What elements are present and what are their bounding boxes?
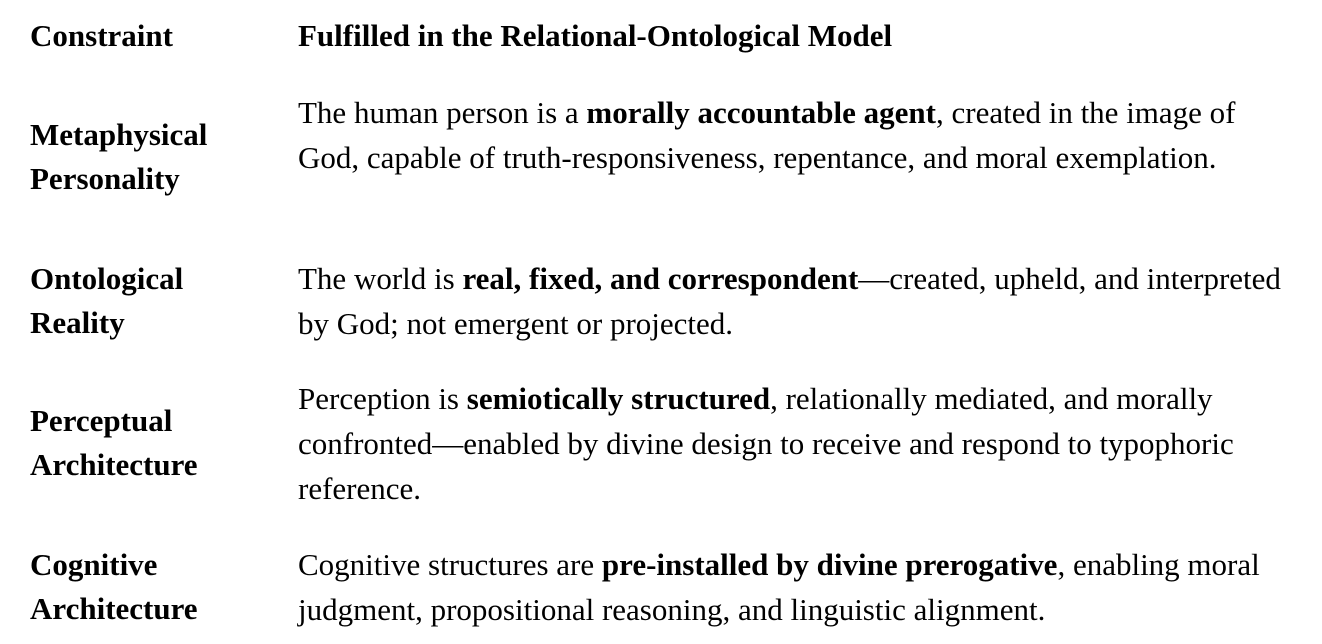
- constraint-label: [30, 256, 298, 345]
- constraint-label-line: Architecture: [30, 591, 198, 626]
- table-row: [30, 90, 1300, 201]
- constraint-label: [30, 542, 298, 631]
- bold-phrase: morally accountable agent: [586, 95, 936, 130]
- table-header-row: [30, 14, 1300, 58]
- table-row: [30, 256, 1300, 346]
- text-segment: , created in the image of God, capable of truth-responsiveness, repentance, and moral exemplation.: [298, 95, 1236, 175]
- table-row: [30, 376, 1300, 511]
- fulfillment-text: [298, 90, 1300, 180]
- constraint-label-line: Architecture: [30, 447, 198, 482]
- text-segment: The human person is a: [298, 95, 587, 130]
- constraint-label-line: Metaphysical: [30, 117, 208, 152]
- constraint-label-line: Ontological: [30, 261, 184, 296]
- header-fulfilled: Fulfilled in the Relational-Ontological Model: [298, 18, 893, 53]
- constraint-label-line: Personality: [30, 161, 180, 196]
- constraint-label-line: Perceptual: [30, 403, 173, 438]
- fulfillment-text: [298, 376, 1300, 511]
- fulfillment-text: [298, 542, 1300, 632]
- text-segment: The world is: [298, 261, 463, 296]
- text-segment: Perception is: [298, 381, 467, 416]
- bold-phrase: real, fixed, and correspondent: [462, 261, 859, 296]
- bold-phrase: semiotically structured: [466, 381, 771, 416]
- text-segment: —created, upheld, and interpreted by God; not emergent or projected.: [298, 261, 1281, 341]
- constraint-label-line: Reality: [30, 305, 125, 340]
- fulfillment-text: [298, 256, 1300, 346]
- text-segment: , enabling moral judgment, propositional reasoning, and linguistic alignment.: [298, 547, 1260, 627]
- constraint-label-line: Cognitive: [30, 547, 158, 582]
- bold-phrase: pre-installed by divine prerogative: [601, 547, 1058, 582]
- constraint-label: [30, 376, 298, 487]
- table-row: [30, 542, 1300, 632]
- constraint-label: [30, 90, 298, 201]
- header-constraint: Constraint: [30, 18, 173, 53]
- text-segment: Cognitive structures are: [298, 547, 602, 582]
- text-segment: , relationally mediated, and morally confronted—enabled by divine design to receive and respond to typophoric reference.: [298, 381, 1234, 506]
